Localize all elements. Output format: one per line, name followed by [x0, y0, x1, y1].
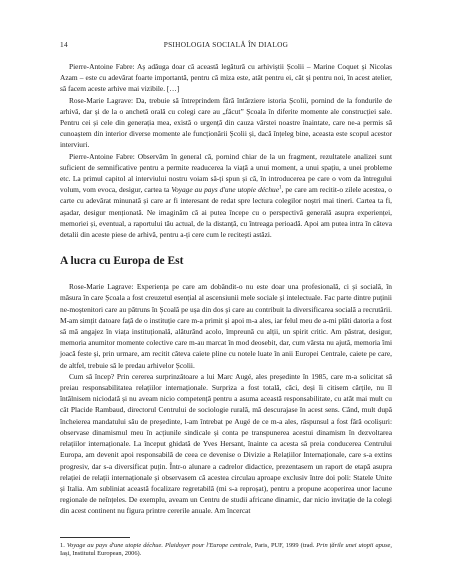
footnote: 1. Voyage au pays d'une utopie déchue. Plaidoyer pour l'Europe centrale, Paris, PUF, 1999 (trad. Prin țările unei utopii apuse, Iași, Institutul European, 2006). — [60, 541, 392, 557]
paragraph-lagrave-3: Cum să încep? Prin cererea surprinzătoare a lui Marc Augé, ales președinte în 1985, care m-a solicitat să preiau responsabilitatea relațiilor internaționale. Surpriza a fost totală, căci, deși îi citisem cărțile, nu îl întâlnisem niciodată și nu aveam nicio competență pentru a asuma această responsabilitate, cu atât mai mult cu cât Placide Rambaud, directorul Centrului de sociologie rurală, mă descurajase în acest sens. Când, mult după încheierea mandatului său de președinte, l-am întrebat pe Augé de ce m-a ales, răspunsul a fost fără ocolișuri: observase dinamismul meu în acțiunile sindicale și conta pe transpunerea acestui dinamism în dezvoltarea relațiilor internaționale. La început ghidată de Yves Hersant, înainte ca acesta să preia conducerea Centrului Europa, am devenit apoi responsabilă de ceea ce devenise o Divizie a Relațiilor Internaționale, care s-a extins progresiv, dar s-a diversificat puțin. Într-o alunare a cadrelor didactice, prezentasem un raport de etapă asupra relației de relații internaționale și observasem că acestea circulau aproape exclusiv între doi poli: Statele Unite și Italia. Am subliniat această focalizare regretabilă (mi s-a reproșat), pentru a propune acoperirea unor lacune regionale de neînțeles. De exemplu, aveam un Centru de studii africane dinamic, dar nicio invitație de la colegi din acest continent nu figura printre cererile anuale. Am încercat — [60, 371, 392, 516]
book-title: Voyage au pays d'une utopie déchue — [171, 185, 279, 195]
running-header — [60, 40, 392, 49]
section-heading: A lucra cu Europa de Est — [60, 255, 184, 268]
paragraph-lagrave-1: Rose-Marie Lagrave: Da, trebuie să întreprindem fără întârziere istoria Școlii, pornind de la fondurile de arhivă, dar și de la o anchetă orală cu colegi care au „făcut” Școala în diferite momente ale construcției sale. Pentru cei și cele din generația mea, există o urgență din cauza vârstei noastre înaintate, care ne-a permis să cunoaștem din interior diverse momente ale funcționării Școlii și, dacă înțeleg bine, aceasta este scopul acestor interviuri. — [60, 95, 392, 150]
running-title: PSIHOLOGIA SOCIALĂ ÎN DIALOG — [163, 40, 289, 49]
footnote-divider — [60, 537, 130, 538]
paragraph-fabre-2: Pierre-Antoine Fabre: Observăm în general că, pornind chiar de la un fragment, rezultatele analizei sunt suficient de semnificative pentru a permite readucerea la viață a unui moment, a unui spațiu, a unei probleme etc. La primul capitol al interviului nostru voiam să-ți spun și că, în introducerea pe care o vom da întregului volum, vom evoca, desigur, cartea ta Voyage au pays d'une utopie déchue$^1$, pe care am recitit-o zilele acestea, o carte cu adevărat minunată și care ar fi interesant de redat spre lectura colegilor noștri mai tineri. Cartea ta fi, așadar, desigur menționată. Ne imaginăm că ai putea începe cu o perspectivă generală asupra experienței, memoriei și, eventual, a raportului tău actual, de la distanță, cu întreaga perioadă. Apoi am putea intra în câteva detalii din aceste piese de arhivă, pentru a-ți cere cum le recitești astăzi. — [60, 151, 392, 240]
body-text — [60, 61, 392, 517]
page-number: 14 — [60, 40, 68, 49]
footnote-ref[interactable]: 1 — [279, 185, 282, 191]
paragraph-lagrave-2: Rose-Marie Lagrave: Experiența pe care am dobândit-o nu este doar una profesională, ci și socială, în măsura în care Școala a fost creuzetul esențial al ascensiunii mele sociale și intelectuale. Fac parte dintre puținii ne-moștenitori care au pătruns în Școală pe ușa din dos și care au contribuit la diversificarea socială a recrutării. M-am simțit datoare față de o instituție care m-a primit și apoi m-a ales, iar felul meu de a-mi plăti datoria a fost să mă angajez în viața instituțională, alăturând acolo, împreună cu alții, un spirit critic. Am păstrat, desigur, memoria anumitor momente colective care m-au marcat în mod deosebit, dar, cum vârsta nu ajută, memoria îmi joacă feste și, prin urmare, am recitit câteva caiete pline cu notele luate în anii Europei Centrale, caiete pe care, de altfel, trebuie să le predau arhivelor Școlii. — [60, 282, 392, 370]
paragraph-fabre-1: Pierre-Antoine Fabre: Aș adăuga doar că această legătură cu arhiviștii Școlii – Marine Coquet și Nicolas Azam – este cu adevărat foarte importantă, pentru că miza este, atât pentru ei, cât și pentru noi, în acest atelier, să facem aceste arhive mai vizibile. […] — [60, 62, 392, 94]
